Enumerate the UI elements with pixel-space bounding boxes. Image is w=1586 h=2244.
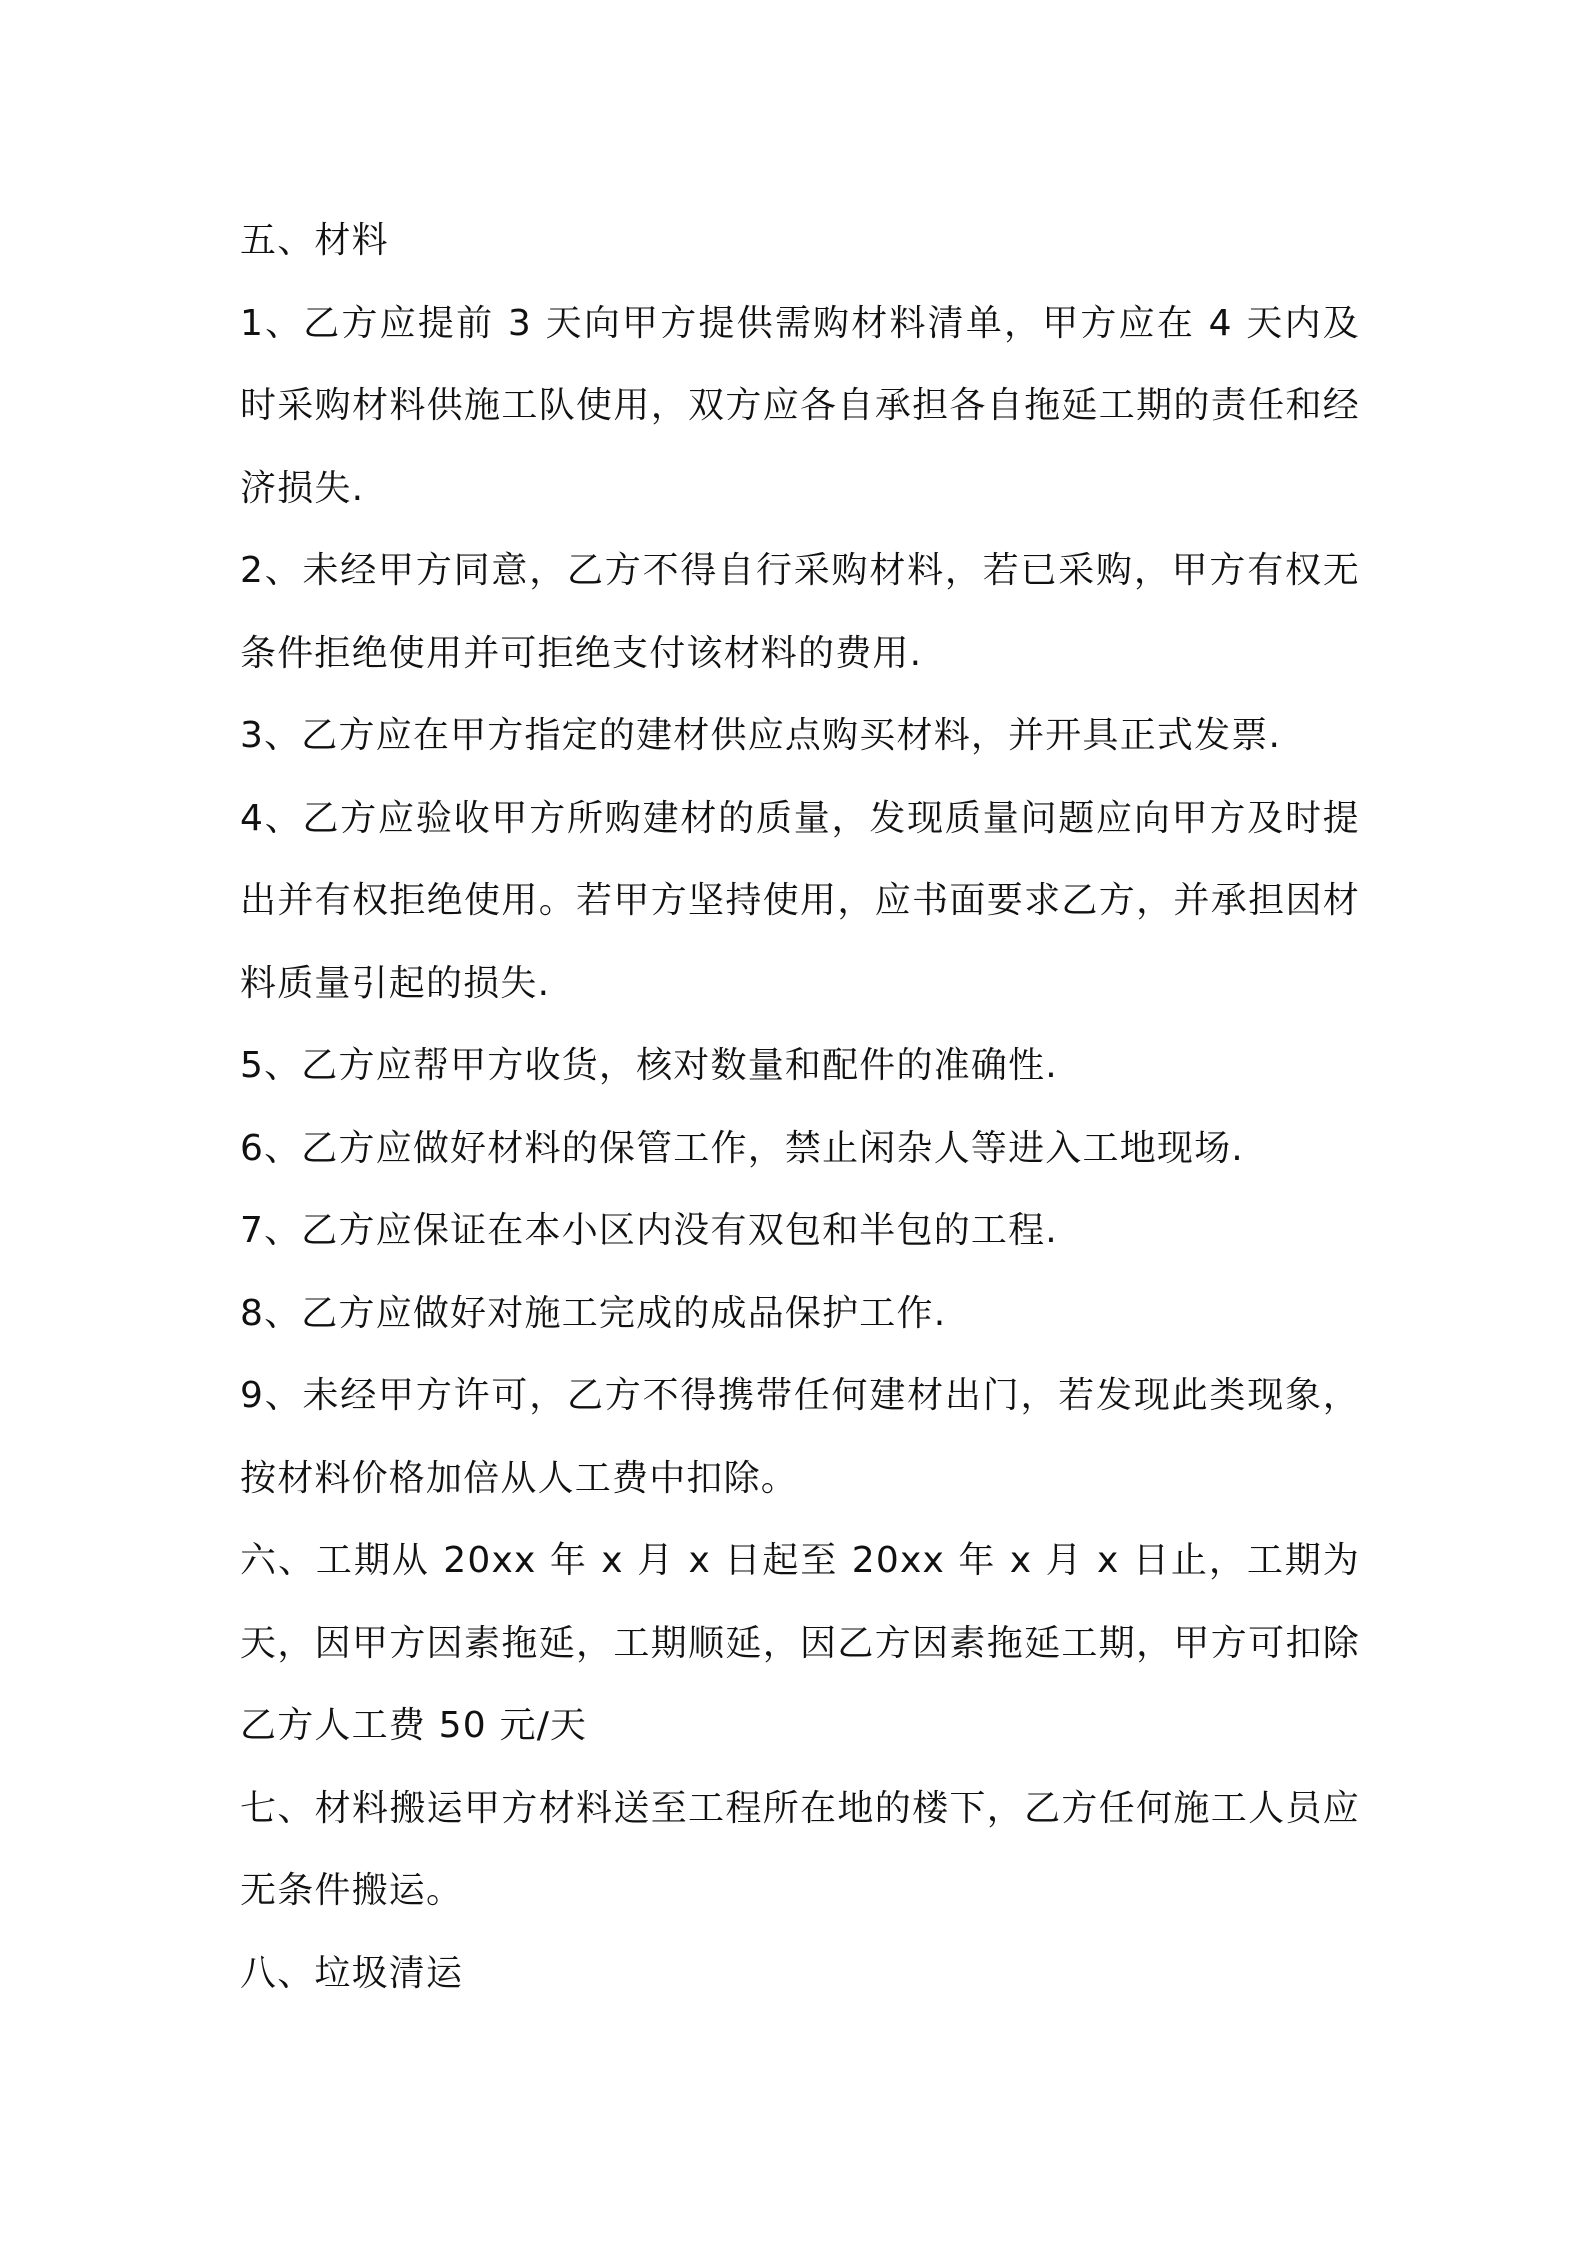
clause-2: 2、未经甲方同意，乙方不得自行采购材料，若已采购，甲方有权无条件拒绝使用并可拒绝支付该材料的费用.	[240, 550, 1360, 674]
clause-7: 7、乙方应保证在本小区内没有双包和半包的工程.	[240, 1210, 1058, 1251]
clause-8: 8、乙方应做好对施工完成的成品保护工作.	[240, 1292, 947, 1334]
clause-5: 5、乙方应帮甲方收货，核对数量和配件的准确性.	[240, 1045, 1058, 1086]
section-heading-waste-removal: 八、垃圾清运	[240, 1952, 464, 1994]
clause-1: 1、乙方应提前 3 天向甲方提供需购材料清单，甲方应在 4 天内及时采购材料供施工队使用，双方应各自承担各自拖延工期的责任和经济损失.	[240, 302, 1360, 509]
section-schedule: 六、工期从 20xx 年 x 月 x 日起至 20xx 年 x 月 x 日止，工期为天，因甲方因素拖延，工期顺延，因乙方因素拖延工期，甲方可扣除乙方人工费 50 元/天	[240, 1540, 1360, 1746]
document-body	[240, 200, 1360, 2015]
clause-4: 4、乙方应验收甲方所购建材的质量，发现质量问题应向甲方及时提出并有权拒绝使用。若甲方坚持使用，应书面要求乙方，并承担因材料质量引起的损失.	[240, 797, 1360, 1004]
clause-3: 3、乙方应在甲方指定的建材供应点购买材料，并开具正式发票.	[240, 715, 1282, 756]
section-heading-materials: 五、材料	[240, 220, 389, 261]
clause-9: 9、未经甲方许可，乙方不得携带任何建材出门，若发现此类现象，按材料价格加倍从人工费中扣除。	[240, 1375, 1360, 1499]
clause-6: 6、乙方应做好材料的保管工作，禁止闲杂人等进入工地现场.	[240, 1127, 1244, 1169]
section-material-transport: 七、材料搬运甲方材料送至工程所在地的楼下，乙方任何施工人员应无条件搬运。	[240, 1787, 1360, 1911]
